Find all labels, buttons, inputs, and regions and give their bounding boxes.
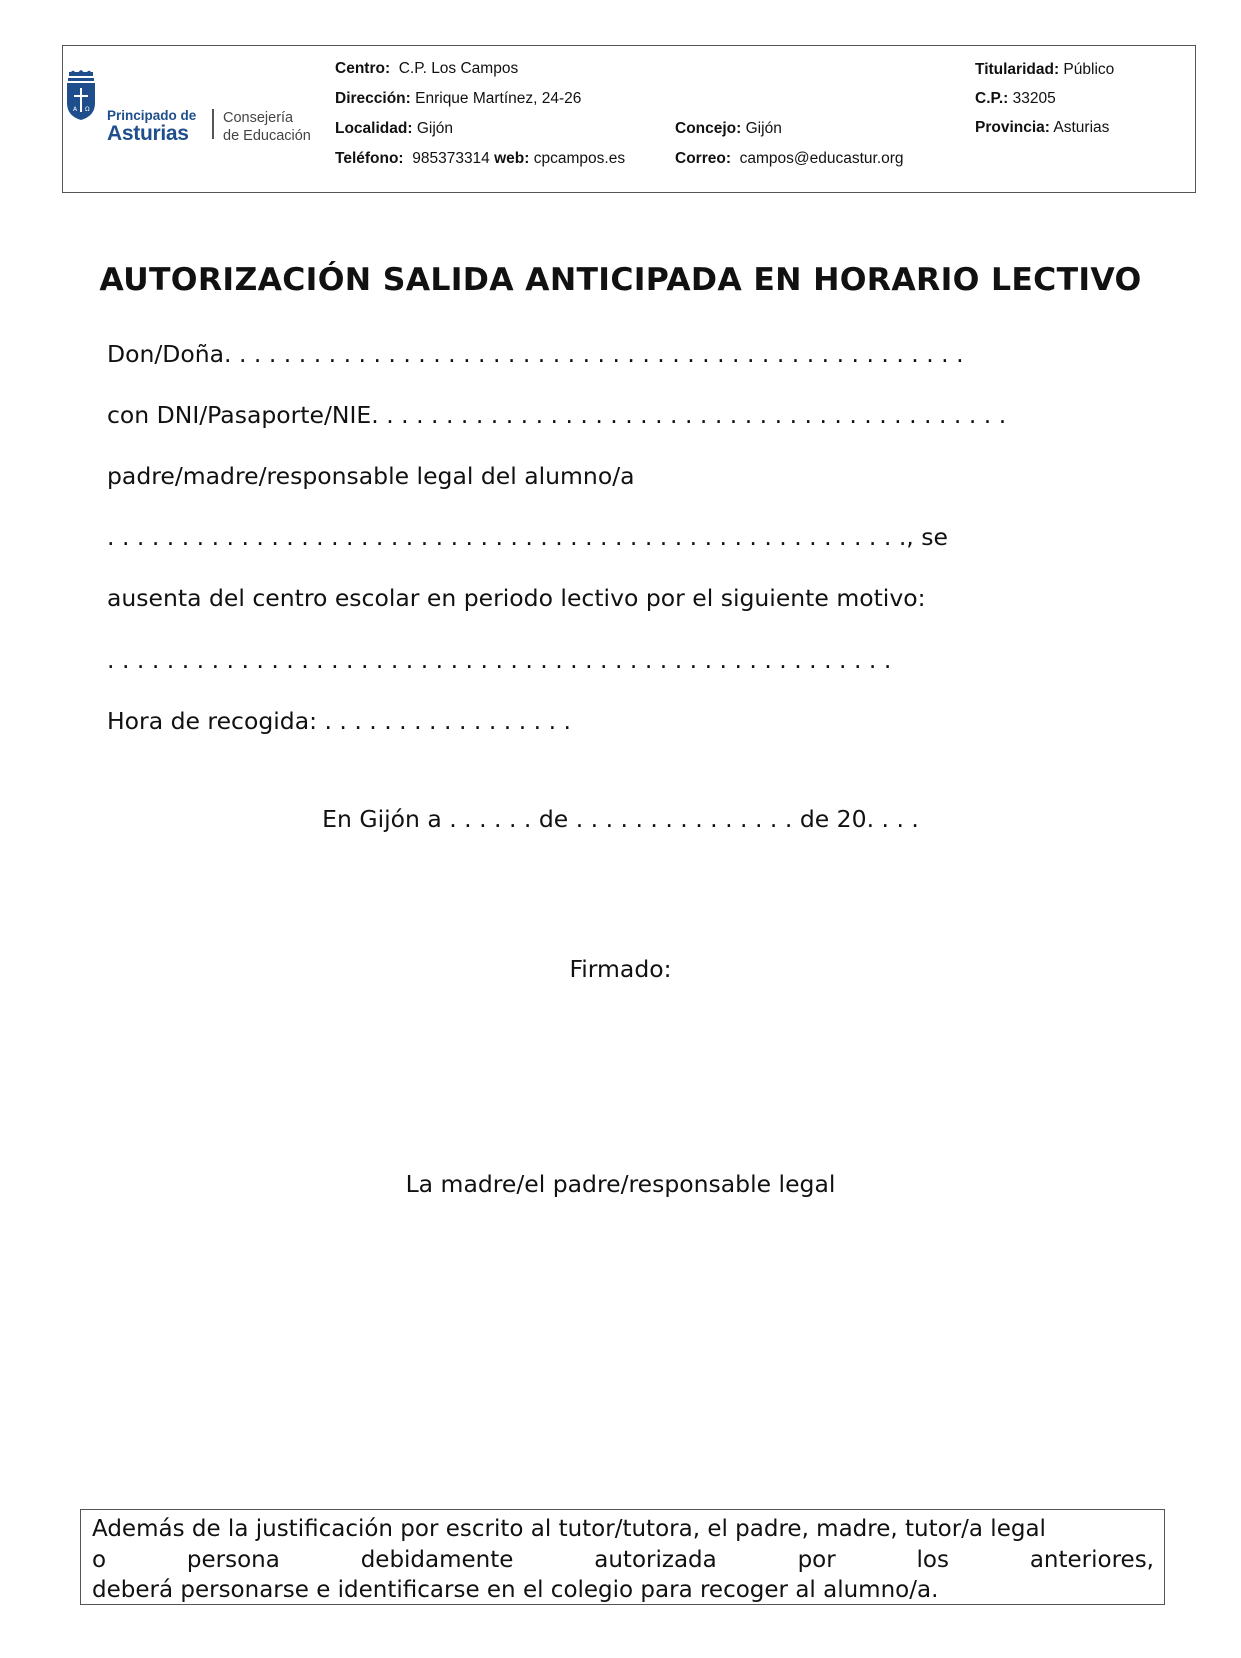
note-line-3: deberá personarse e identificarse en el colegio para recoger al alumno/a. [92, 1577, 939, 1603]
web-label: web: [494, 150, 530, 167]
principado-asturias-logo [63, 66, 333, 146]
concejo-value: Gijón [745, 120, 782, 137]
correo-field [675, 150, 904, 168]
centro-label: Centro: [335, 60, 391, 77]
note-box [80, 1509, 1165, 1605]
centro-value: C.P. Los Campos [398, 60, 519, 77]
web-value: cpcampos.es [533, 150, 626, 167]
concejo-label: Concejo: [675, 120, 742, 137]
cp-value: 33205 [1012, 90, 1056, 107]
date-line: En Gijón a . . . . . . de . . . . . . . . . . . . . . . de 20. . . . [322, 805, 919, 833]
svg-text:Ω: Ω [85, 106, 90, 113]
telefono-label: Teléfono: [335, 150, 404, 167]
dni-line: con DNI/Pasaporte/NIE. . . . . . . . . . . . . . . . . . . . . . . . . . . . . . . . . . . . . . . . . . . [107, 401, 1007, 429]
don-dona-line: Don/Doña. . . . . . . . . . . . . . . . . . . . . . . . . . . . . . . . . . . . . . . . . . . . . . . . . . [107, 340, 964, 368]
correo-value: campos@educastur.org [739, 150, 904, 167]
telefono-field [335, 150, 625, 168]
hora-recogida-line: Hora de recogida: . . . . . . . . . . . . . . . . . [107, 707, 571, 735]
asturias-shield-icon [65, 70, 97, 122]
titularidad-field [975, 61, 1114, 79]
signer-label: La madre/el padre/responsable legal [405, 1170, 836, 1198]
motivo-line: . . . . . . . . . . . . . . . . . . . . . . . . . . . . . . . . . . . . . . . . . . . . . . . . . . . . . [107, 646, 892, 674]
direccion-value: Enrique Martínez, 24-26 [415, 90, 582, 107]
titularidad-value: Público [1063, 61, 1115, 78]
correo-label: Correo: [675, 150, 731, 167]
titularidad-label: Titularidad: [975, 61, 1060, 78]
provincia-field [975, 119, 1109, 137]
note-line-2: o persona debidamente autorizada por los anteriores, [92, 1546, 1154, 1573]
logo-divider [212, 109, 214, 139]
alumno-line: . . . . . . . . . . . . . . . . . . . . . . . . . . . . . . . . . . . . . . . . . . . . . . . . . . . . . ., se [107, 523, 948, 551]
concejo-field [675, 120, 782, 138]
localidad-label: Localidad: [335, 120, 413, 137]
responsable-line: padre/madre/responsable legal del alumno/a [107, 462, 635, 490]
logo-text-principado: Principado de [107, 108, 197, 123]
note-line-1: Además de la justificación por escrito al tutor/tutora, el padre, madre, tutor/a legal [92, 1516, 1046, 1542]
localidad-field [335, 120, 453, 138]
centro-field [335, 60, 518, 78]
cp-label: C.P.: [975, 90, 1009, 107]
localidad-value: Gijón [416, 120, 454, 137]
logo-text-asturias: Asturias [107, 122, 189, 145]
motivo-intro-line: ausenta del centro escolar en periodo lectivo por el siguiente motivo: [107, 584, 926, 612]
logo-text-consejeria: Consejería [223, 110, 294, 126]
header-box [62, 45, 1196, 193]
signed-label: Firmado: [569, 955, 672, 983]
telefono-value: 985373314 [412, 150, 490, 167]
provincia-label: Provincia: [975, 119, 1050, 136]
cp-field [975, 90, 1056, 108]
svg-text:A: A [73, 106, 78, 113]
logo-text-educacion: de Educación [223, 128, 311, 144]
direccion-label: Dirección: [335, 90, 411, 107]
provincia-value: Asturias [1053, 119, 1110, 136]
document-title: AUTORIZACIÓN SALIDA ANTICIPADA EN HORARIO LECTIVO [99, 262, 1142, 298]
direccion-field [335, 90, 581, 108]
